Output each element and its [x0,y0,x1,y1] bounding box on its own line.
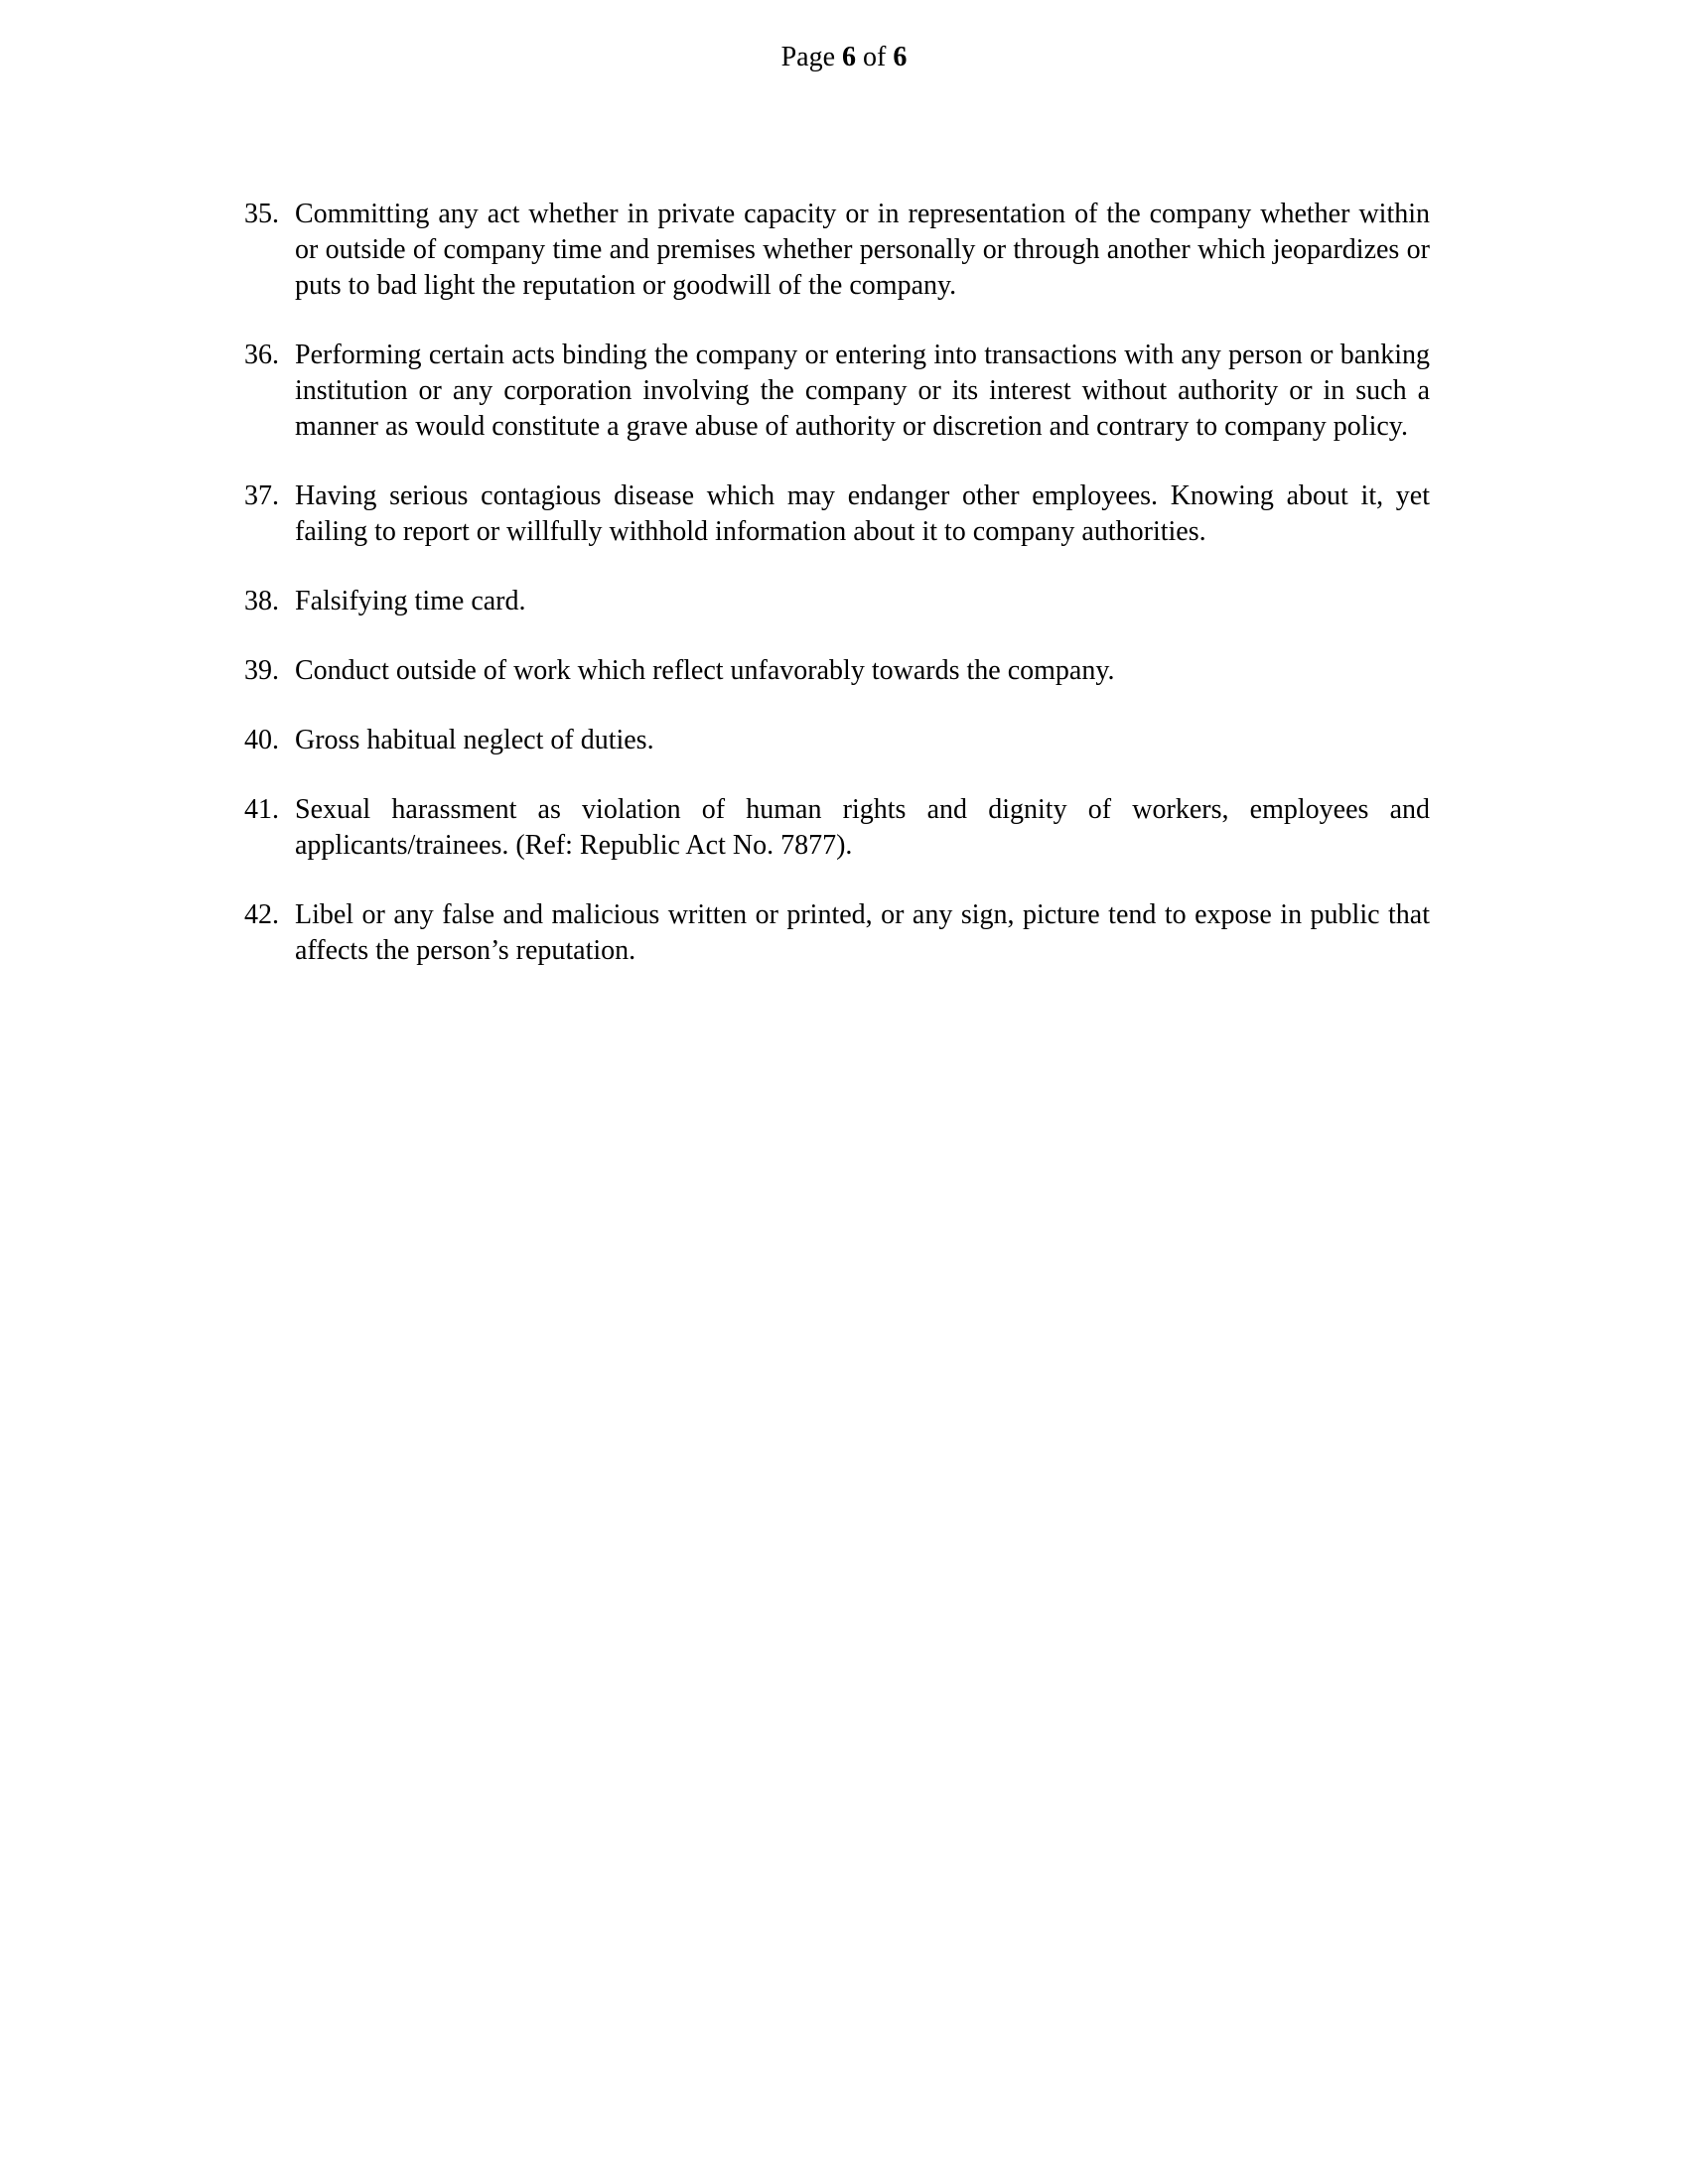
list-item [244,338,1430,445]
item-number: 35. [244,199,279,229]
item-text: Libel or any false and malicious written or printed, or any sign, picture tend to expose in public that affects the person’s reputation. [295,899,1430,966]
list-item [244,197,1430,304]
item-text: Performing certain acts binding the company or entering into transactions with any person or banking institution or any corporation involving the company or its interest without authority or in such a manner as would constitute a grave abuse of authority or discretion and contrary to company policy. [295,340,1430,442]
item-number: 36. [244,340,279,370]
page-number-header [0,40,1688,75]
total-page-count: 6 [893,42,908,72]
page-of-label: of [863,42,887,72]
current-page-number: 6 [842,42,857,72]
list-item [244,897,1430,969]
item-number: 37. [244,480,279,511]
item-text: Sexual harassment as violation of human rights and dignity of workers, employees and applicants/trainees. (Ref: Republic Act No. 7877). [295,794,1430,861]
list-item [244,584,1430,619]
list-item [244,653,1430,689]
item-number: 39. [244,655,279,686]
item-text: Gross habitual neglect of duties. [295,725,654,755]
item-text: Committing any act whether in private capacity or in representation of the company whether within or outside of company time and premises whether personally or through another which jeopardizes or puts to bad light the reputation or goodwill of the company. [295,199,1430,301]
item-text: Having serious contagious disease which may endanger other employees. Knowing about it, yet failing to report or willfully withhold information about it to company authorities. [295,480,1430,547]
item-number: 42. [244,899,279,930]
item-text: Conduct outside of work which reflect unfavorably towards the company. [295,655,1115,686]
list-item [244,478,1430,550]
item-text: Falsifying time card. [295,586,526,616]
list-item [244,723,1430,758]
page-label: Page [780,42,836,72]
list-item [244,792,1430,864]
item-number: 38. [244,586,279,616]
offense-list [244,197,1430,1003]
item-number: 41. [244,794,279,825]
item-number: 40. [244,725,279,755]
